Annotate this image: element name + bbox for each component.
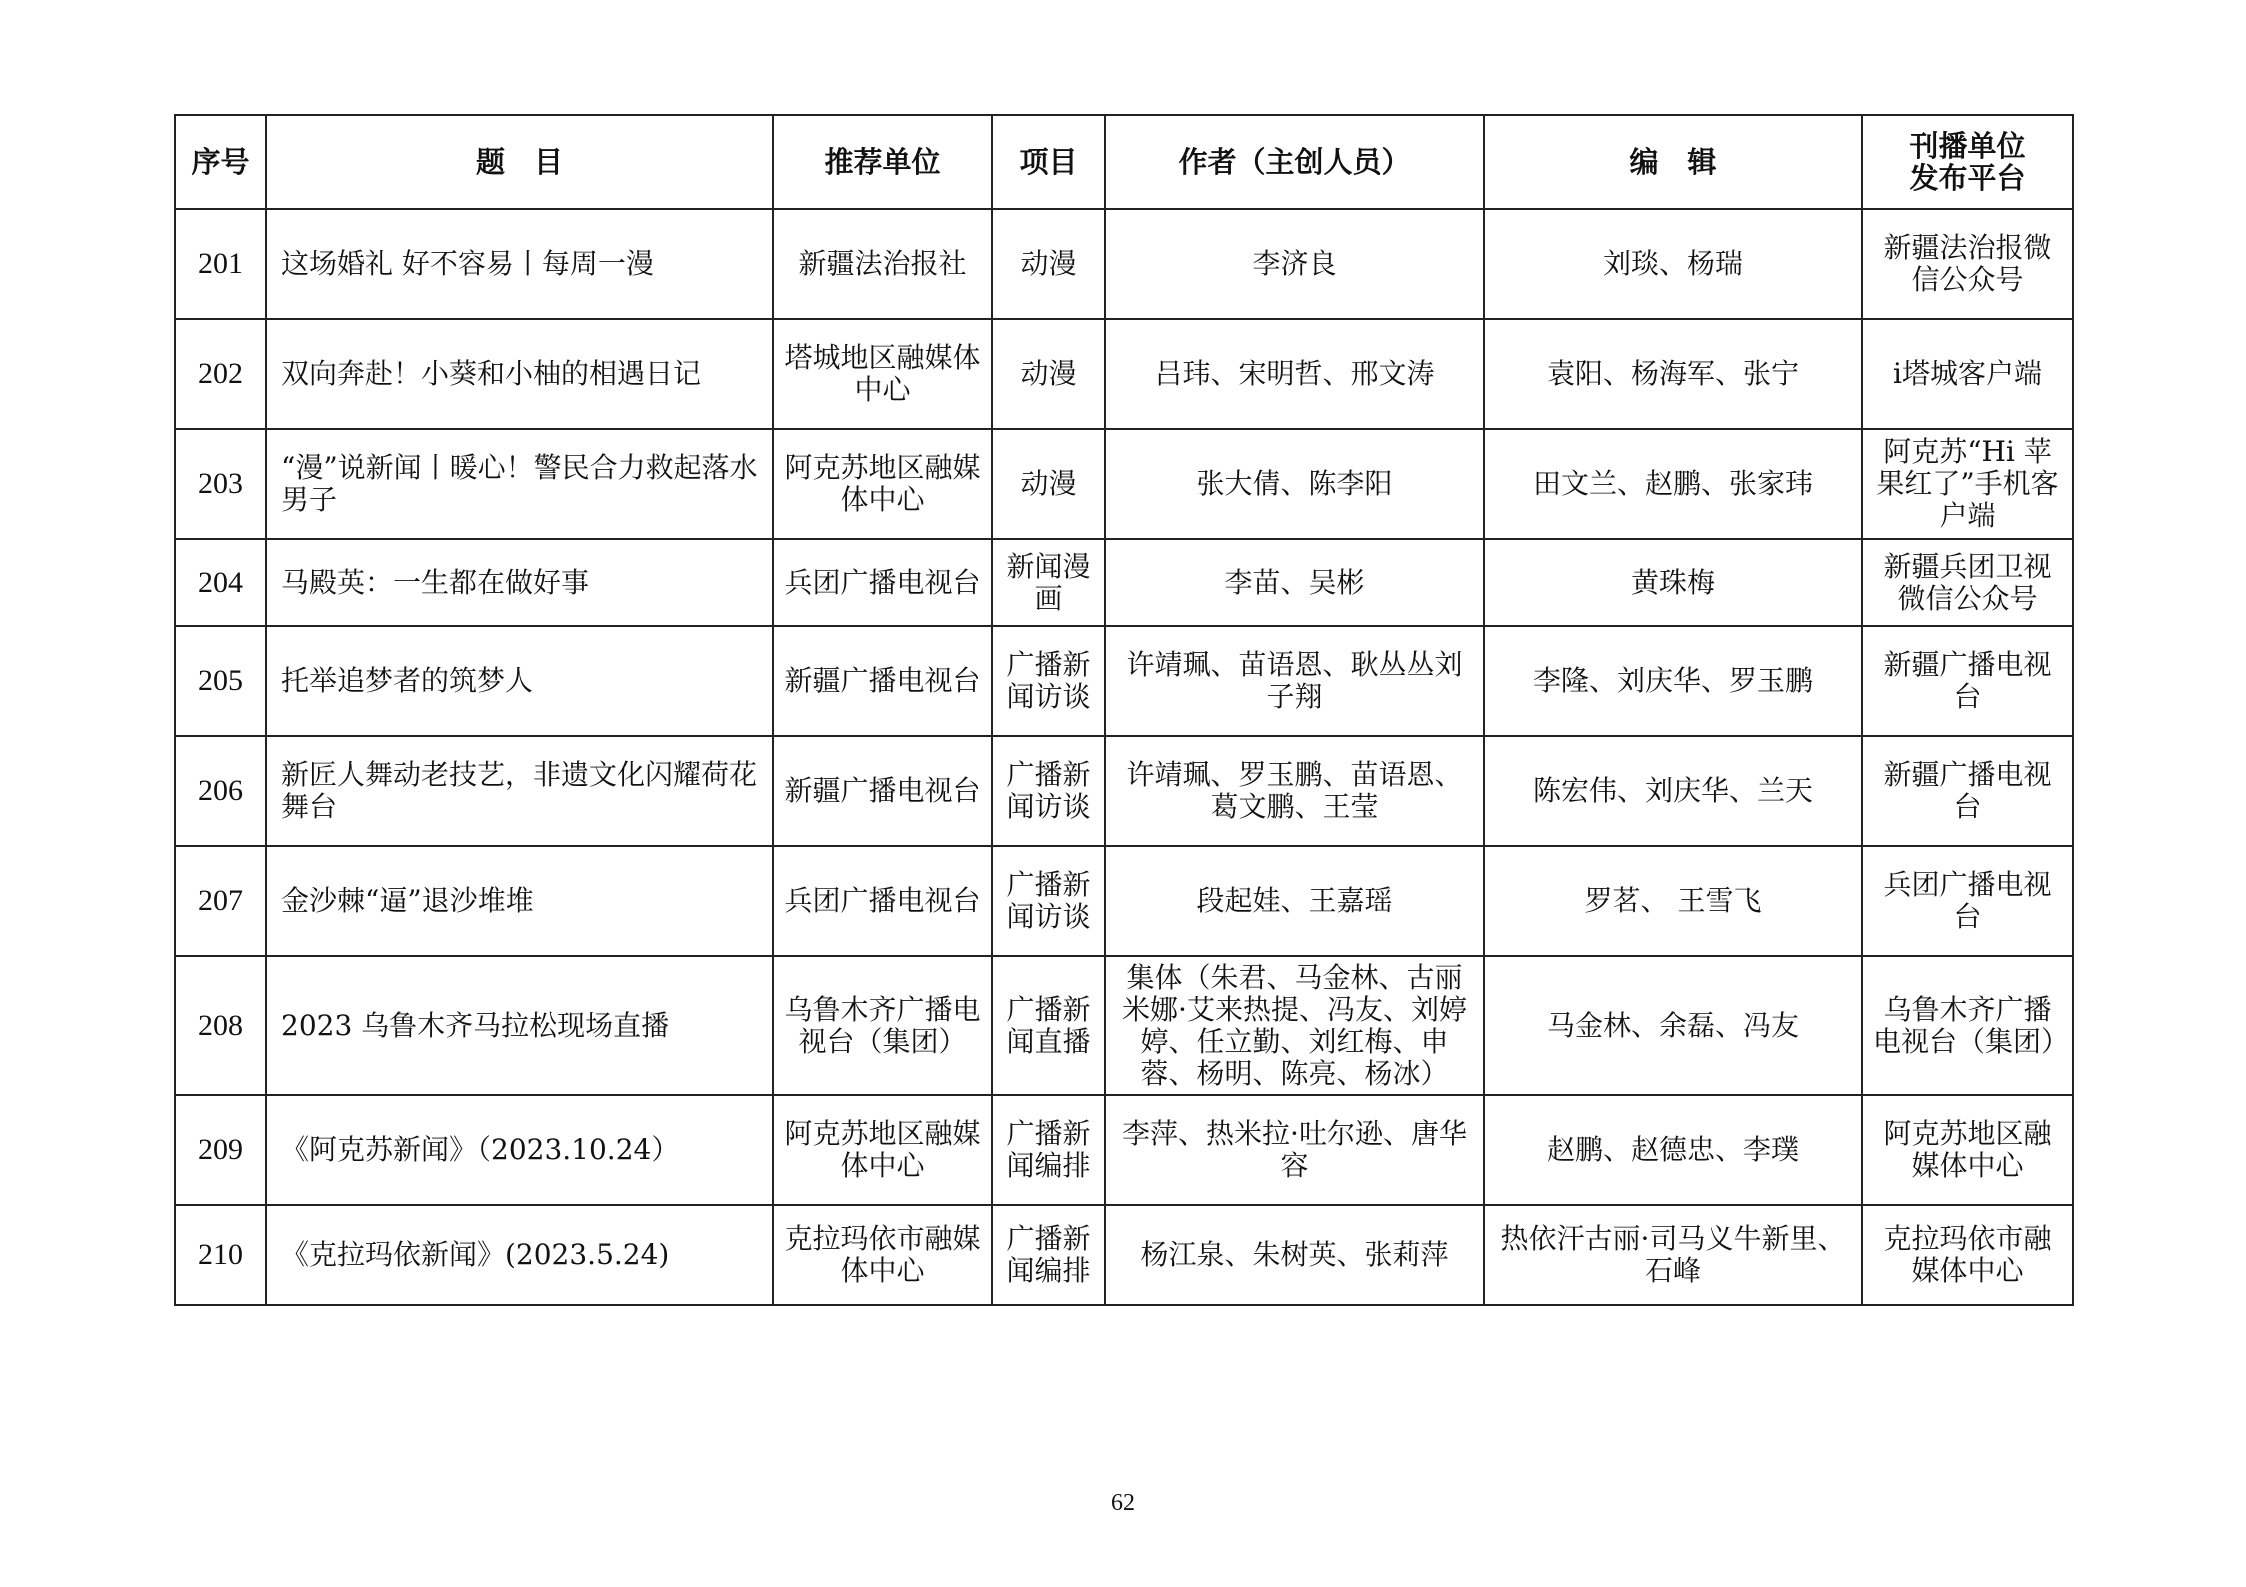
cell-authors: 杨江泉、朱树英、张莉萍 [1105, 1205, 1484, 1305]
table-row [175, 956, 2073, 1095]
cell-recommender: 兵团广播电视台 [773, 846, 992, 956]
cell-index: 203 [175, 429, 266, 539]
cell-recommender: 塔城地区融媒体中心 [773, 319, 992, 429]
cell-editors: 袁阳、杨海军、张宁 [1484, 319, 1862, 429]
cell-index: 208 [175, 956, 266, 1095]
cell-publisher: 兵团广播电视台 [1862, 846, 2073, 956]
cell-index: 210 [175, 1205, 266, 1305]
header-category: 项目 [992, 115, 1105, 209]
table-row [175, 1095, 2073, 1205]
table-row [175, 429, 2073, 539]
cell-authors: 吕玮、宋明哲、邢文涛 [1105, 319, 1484, 429]
cell-category: 动漫 [992, 429, 1105, 539]
cell-authors: 许靖珮、罗玉鹏、苗语恩、葛文鹏、王莹 [1105, 736, 1484, 846]
table-row [175, 736, 2073, 846]
cell-editors: 陈宏伟、刘庆华、兰天 [1484, 736, 1862, 846]
table-row [175, 539, 2073, 626]
cell-title: 托举追梦者的筑梦人 [266, 626, 773, 736]
cell-recommender: 阿克苏地区融媒体中心 [773, 1095, 992, 1205]
cell-recommender: 阿克苏地区融媒体中心 [773, 429, 992, 539]
cell-title: 金沙棘“逼”退沙堆堆 [266, 846, 773, 956]
cell-category: 广播新闻编排 [992, 1095, 1105, 1205]
cell-index: 207 [175, 846, 266, 956]
header-recommender: 推荐单位 [773, 115, 992, 209]
page-number: 62 [1111, 1490, 1135, 1516]
cell-editors: 罗茗、 王雪飞 [1484, 846, 1862, 956]
awards-table [174, 114, 2074, 1306]
cell-publisher: i塔城客户端 [1862, 319, 2073, 429]
cell-authors: 张大倩、陈李阳 [1105, 429, 1484, 539]
cell-authors: 段起娃、王嘉瑶 [1105, 846, 1484, 956]
header-publisher-line2: 发布平台 [1909, 161, 2026, 195]
cell-authors: 李苗、吴彬 [1105, 539, 1484, 626]
cell-authors: 集体（朱君、马金林、古丽米娜·艾来热提、冯友、刘婷婷、任立勤、刘红梅、申蓉、杨明、陈亮、杨冰） [1105, 956, 1484, 1095]
cell-publisher: 新疆广播电视台 [1862, 626, 2073, 736]
cell-recommender: 新疆广播电视台 [773, 736, 992, 846]
table-header-row [175, 115, 2073, 209]
cell-index: 206 [175, 736, 266, 846]
header-authors: 作者（主创人员） [1105, 115, 1484, 209]
cell-category: 动漫 [992, 319, 1105, 429]
cell-index: 205 [175, 626, 266, 736]
cell-editors: 李隆、刘庆华、罗玉鹏 [1484, 626, 1862, 736]
cell-recommender: 兵团广播电视台 [773, 539, 992, 626]
cell-category: 新闻漫画 [992, 539, 1105, 626]
header-editors: 编 辑 [1484, 115, 1862, 209]
cell-publisher: 克拉玛依市融媒体中心 [1862, 1205, 2073, 1305]
cell-category: 广播新闻访谈 [992, 626, 1105, 736]
cell-index: 201 [175, 209, 266, 319]
cell-recommender: 新疆广播电视台 [773, 626, 992, 736]
cell-title: 《克拉玛依新闻》(2023.5.24) [266, 1205, 773, 1305]
cell-editors: 热依汗古丽·司马义牛新里、石峰 [1484, 1205, 1862, 1305]
table-row [175, 319, 2073, 429]
cell-publisher: 阿克苏地区融媒体中心 [1862, 1095, 2073, 1205]
cell-title: 《阿克苏新闻》（2023.10.24） [266, 1095, 773, 1205]
cell-publisher: 新疆法治报微信公众号 [1862, 209, 2073, 319]
cell-title: 新匠人舞动老技艺，非遗文化闪耀荷花舞台 [266, 736, 773, 846]
table-row [175, 626, 2073, 736]
cell-recommender: 新疆法治报社 [773, 209, 992, 319]
table-row [175, 846, 2073, 956]
cell-publisher: 阿克苏“Hi 苹果红了”手机客户端 [1862, 429, 2073, 539]
cell-editors: 赵鹏、赵德忠、李璞 [1484, 1095, 1862, 1205]
cell-title: 双向奔赴！小葵和小柚的相遇日记 [266, 319, 773, 429]
cell-recommender: 克拉玛依市融媒体中心 [773, 1205, 992, 1305]
cell-authors: 李济良 [1105, 209, 1484, 319]
cell-authors: 李萍、热米拉·吐尔逊、唐华容 [1105, 1095, 1484, 1205]
cell-editors: 黄珠梅 [1484, 539, 1862, 626]
header-title: 题 目 [266, 115, 773, 209]
cell-publisher: 新疆兵团卫视微信公众号 [1862, 539, 2073, 626]
table-row [175, 209, 2073, 319]
cell-title: “漫”说新闻丨暖心！警民合力救起落水男子 [266, 429, 773, 539]
cell-category: 广播新闻访谈 [992, 846, 1105, 956]
cell-recommender: 乌鲁木齐广播电视台（集团） [773, 956, 992, 1095]
header-publisher [1862, 115, 2073, 209]
cell-title: 2023 乌鲁木齐马拉松现场直播 [266, 956, 773, 1095]
cell-index: 209 [175, 1095, 266, 1205]
cell-publisher: 乌鲁木齐广播电视台（集团） [1862, 956, 2073, 1095]
header-publisher-line1: 刊播单位 [1909, 129, 2026, 163]
cell-index: 202 [175, 319, 266, 429]
cell-title: 马殿英：一生都在做好事 [266, 539, 773, 626]
cell-editors: 马金林、余磊、冯友 [1484, 956, 1862, 1095]
table-row [175, 1205, 2073, 1305]
cell-authors: 许靖珮、苗语恩、耿丛丛刘子翔 [1105, 626, 1484, 736]
cell-title: 这场婚礼 好不容易丨每周一漫 [266, 209, 773, 319]
cell-category: 广播新闻编排 [992, 1205, 1105, 1305]
cell-category: 动漫 [992, 209, 1105, 319]
header-index: 序号 [175, 115, 266, 209]
cell-editors: 刘琰、杨瑞 [1484, 209, 1862, 319]
cell-publisher: 新疆广播电视台 [1862, 736, 2073, 846]
cell-category: 广播新闻直播 [992, 956, 1105, 1095]
cell-category: 广播新闻访谈 [992, 736, 1105, 846]
cell-editors: 田文兰、赵鹏、张家玮 [1484, 429, 1862, 539]
cell-index: 204 [175, 539, 266, 626]
